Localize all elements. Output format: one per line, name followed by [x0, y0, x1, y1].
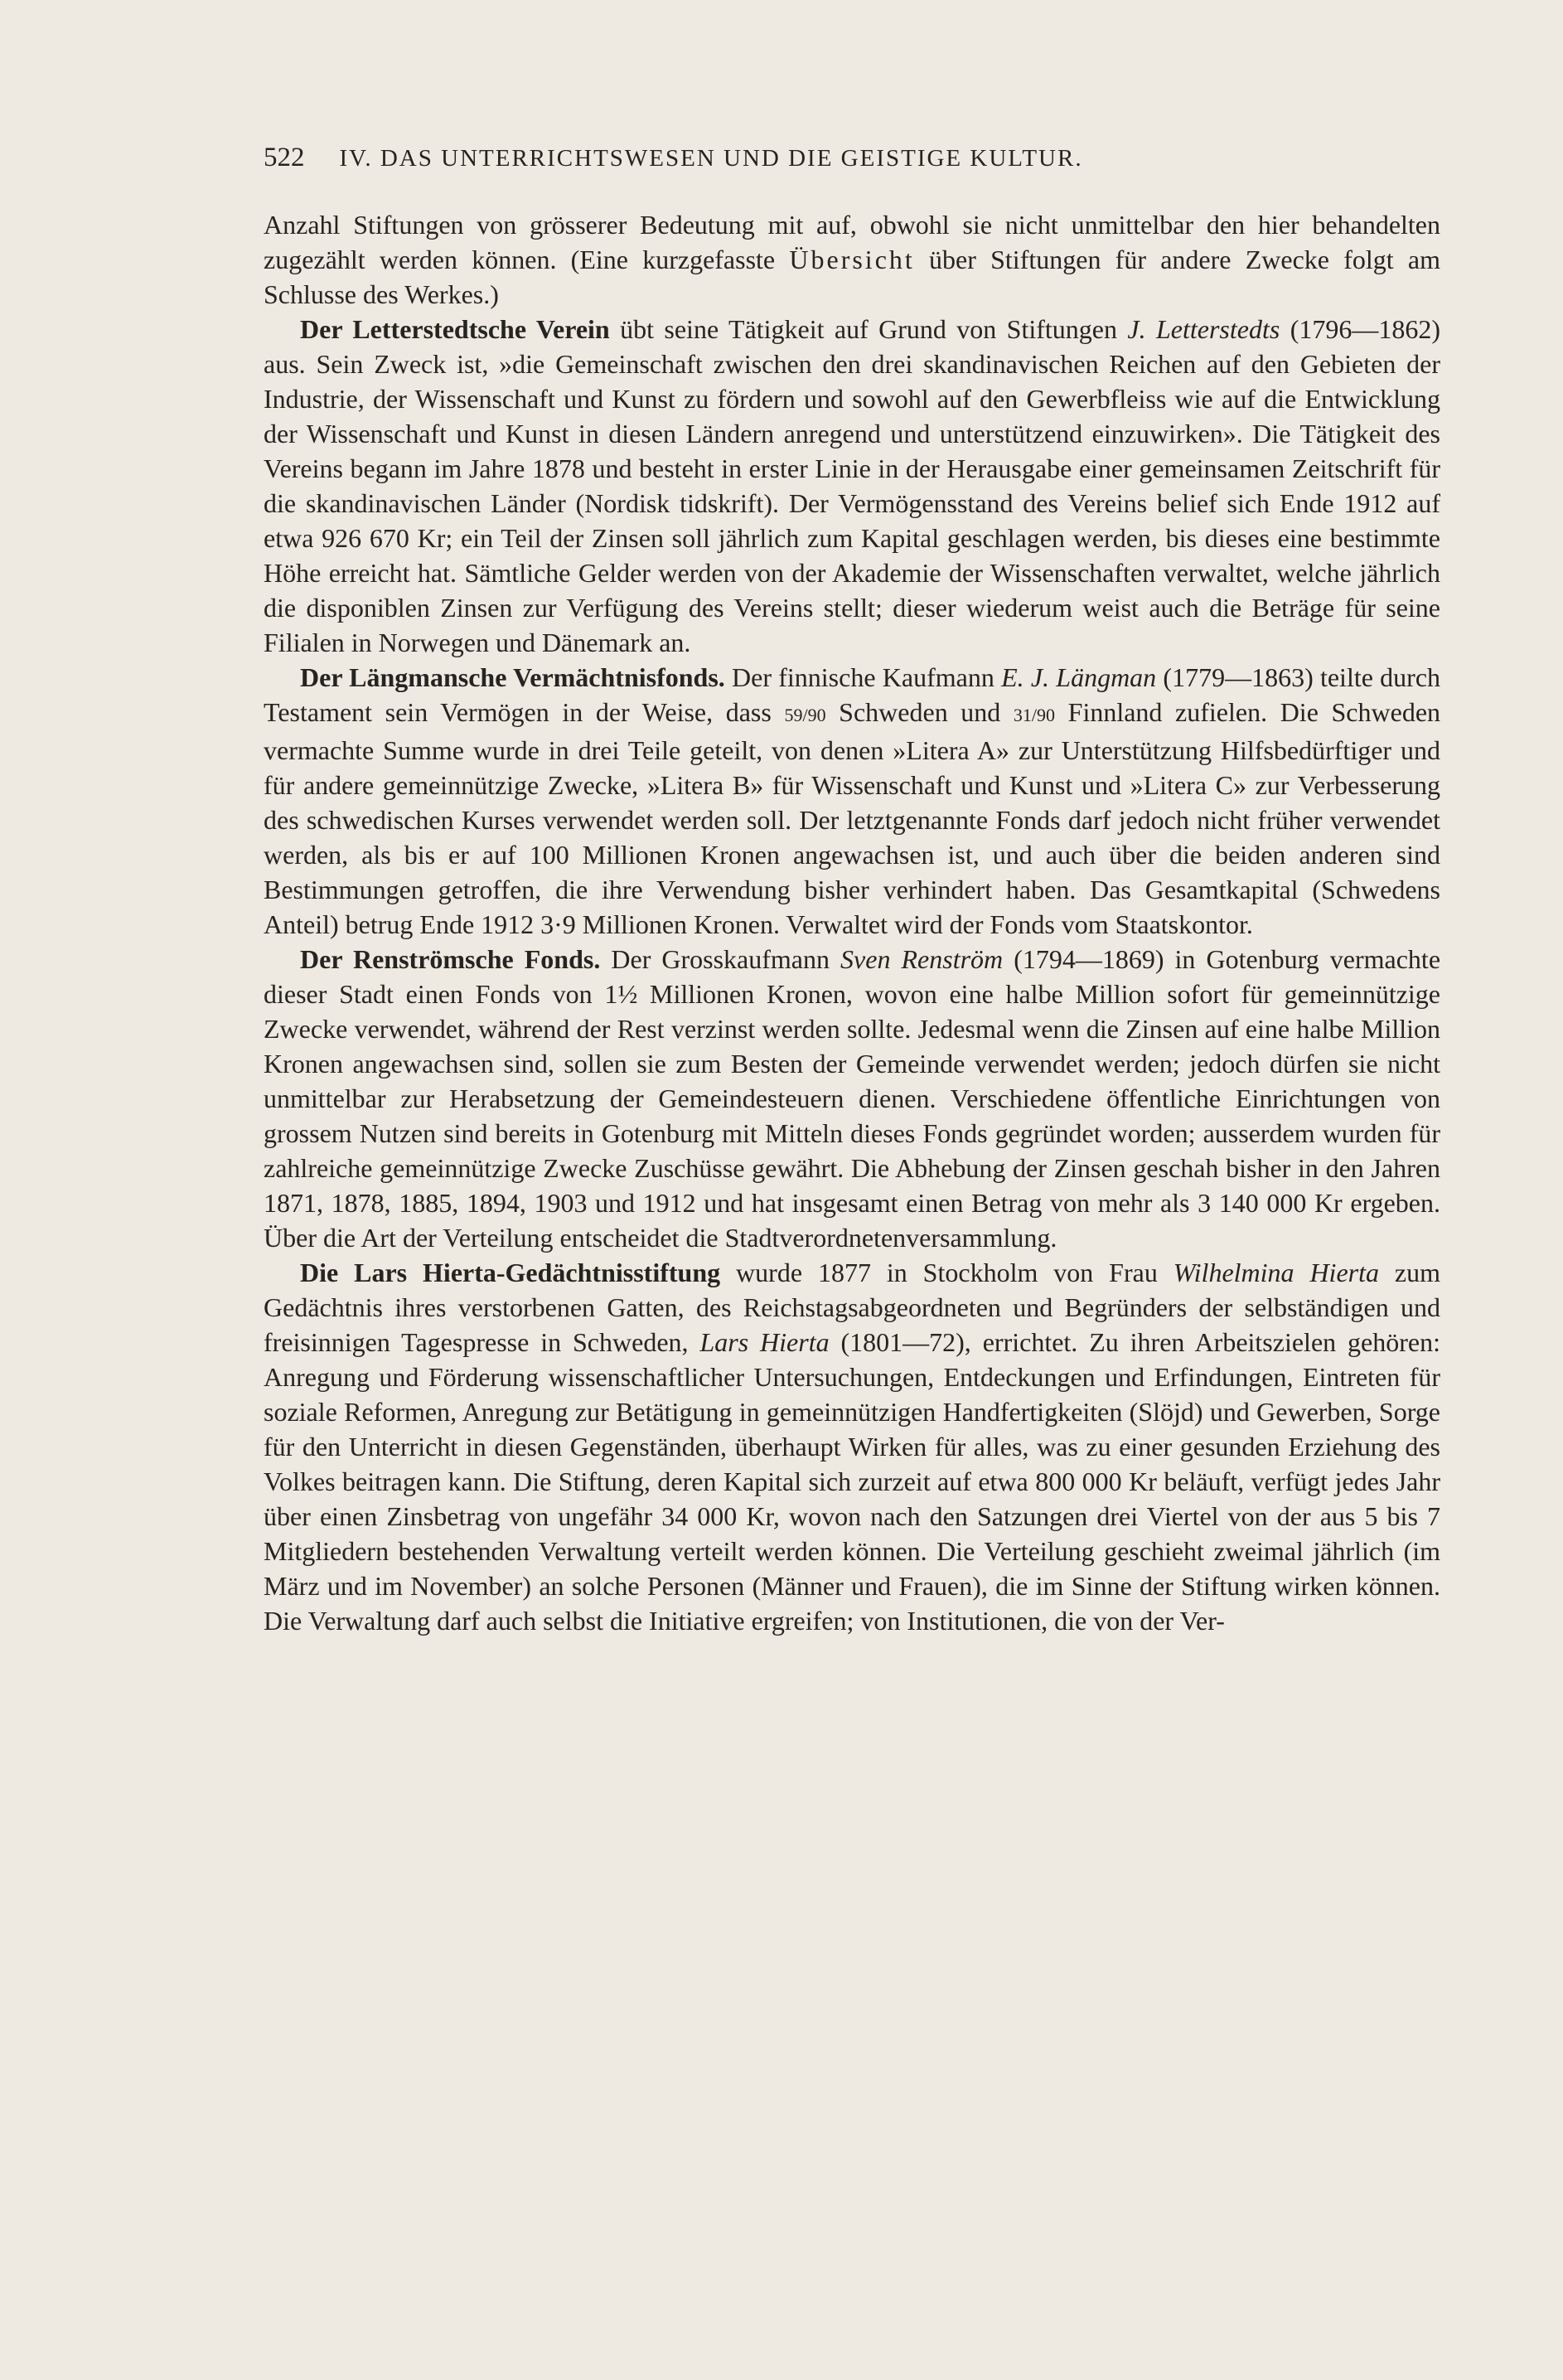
person-name: Wilhelmina Hierta: [1173, 1258, 1379, 1287]
fraction: 1½: [604, 979, 638, 1009]
paragraph-hierta: Die Lars Hierta-Gedächtnisstiftung wurde 1877 in Stockholm von Frau Wilhelmina Hierta zum Gedächtnis ihres verstorbenen Gatten, des Reichstagsabgeordneten und Begründers der selbständigen und freisinnigen Tagespresse in Schweden, Lars Hierta (1801—72), errichtet. Zu ihren Arbeitszielen gehören: Anregung und Förderung wissenschaftlicher Untersuchungen, Entdeckungen und Erfindungen, Eintreten für soziale Reformen, Anregung zur Betätigung in gemeinnützigen Handfertigkeiten (Slöjd) und Gewerben, Sorge für den Unterricht in diesen Gegenständen, überhaupt Wirken für alles, was zu einer gesunden Erziehung des Volkes beitragen kann. Die Stiftung, deren Kapital sich zurzeit auf etwa 800 000 Kr beläuft, verfügt jedes Jahr über einen Zinsbetrag von ungefähr 34 000 Kr, wovon nach den Satzungen drei Viertel von der aus 5 bis 7 Mitgliedern bestehenden Verwaltung verteilt werden können. Die Verteilung geschieht zweimal jährlich (im März und im November) an solche Personen (Männer und Frauen), die im Sinne der Stiftung wirken können. Die Verwaltung darf auch selbst die Initiative ergreifen; von Institutionen, die von der Ver-: [264, 1258, 1441, 1636]
spaced-term: Übersicht: [789, 245, 915, 274]
section-heading: Der Renströmsche Fonds.: [300, 944, 601, 974]
body-text: [264, 207, 1440, 1638]
paragraph-letterstedt: Der Letterstedtsche Verein übt seine Tätigkeit auf Grund von Stiftungen J. Letterstedts (1796—1862) aus. Sein Zweck ist, »die Gemeinschaft zwischen den drei skandinavischen Reichen auf den Gebieten der Industrie, der Wissenschaft und Kunst zu fördern und sowohl auf den Gewerbfleiss wie auf die Entwicklung der Wissenschaft und Kunst in diesen Ländern anregend und unterstützend einzuwirken». Die Tätigkeit des Vereins begann im Jahre 1878 und besteht in erster Linie in der Herausgabe einer gemeinsamen Zeitschrift für die skandinavischen Länder (Nordisk tidskrift). Der Vermögensstand des Vereins belief sich Ende 1912 auf etwa 926 670 Kr; ein Teil der Zinsen soll jährlich zum Kapital geschlagen werden, bis dieses eine bestimmte Höhe erreicht hat. Sämtliche Gelder werden von der Akademie der Wissenschaften verwaltet, welche jährlich die disponiblen Zinsen zur Verfügung des Vereins stellt; dieser wiederum weist auch die Beträge für seine Filialen in Norwegen und Dänemark an.: [264, 314, 1440, 657]
section-heading: Die Lars Hierta-Gedächtnisstiftung: [300, 1258, 721, 1287]
person-name: E. J. Längman: [1001, 662, 1157, 692]
page-number: 522: [264, 143, 305, 172]
person-name: Lars Hierta: [699, 1327, 830, 1357]
running-title: IV. DAS UNTERRICHTSWESEN UND DIE GEISTIGE KULTUR.: [339, 145, 1083, 172]
section-heading: Der Letterstedtsche Verein: [300, 314, 610, 344]
paragraph-renstrom: Der Renströmsche Fonds. Der Grosskaufmann Sven Renström (1794—1869) in Gotenburg vermachte dieser Stadt einen Fonds von 1½ Millionen Kronen, wovon eine halbe Million sofort für gemeinnützige Zwecke verwendet, während der Rest verzinst werden sollte. Jedesmal wenn die Zinsen auf eine halbe Million Kronen angewachsen sind, sollen sie zum Besten der Gemeinde verwendet werden; jedoch dürfen sie nicht unmittelbar zur Herabsetzung der Gemeindesteuern dienen. Verschiedene öffentliche Einrichtungen von grossem Nutzen sind bereits in Gotenburg mit Mitteln dieses Fonds gegründet worden; ausserdem wurden für zahlreiche gemeinnützige Zwecke Zuschüsse gewährt. Die Abhebung der Zinsen geschah bisher in den Jahren 1871, 1878, 1885, 1894, 1903 und 1912 und hat insgesamt einen Betrag von mehr als 3 140 000 Kr ergeben. Über die Art der Verteilung entscheidet die Stadtverordnetenversammlung.: [264, 944, 1441, 1253]
person-name: J. Letterstedts: [1127, 314, 1280, 344]
section-heading: Der Längmansche Vermächtnisfonds.: [300, 662, 725, 692]
paragraph-langman: Der Längmansche Vermächtnisfonds. Der finnische Kaufmann E. J. Längman (1779—1863) teilte durch Testament sein Vermögen in der Weise, dass 59/90 Schweden und 31/90 Finnland zufielen. Die Schweden vermachte Summe wurde in drei Teile geteilt, von denen »Litera A» zur Unterstützung Hilfsbedürftiger und für andere gemeinnützige Zwecke, »Litera B» für Wissenschaft und Kunst und »Litera C» zur Verbesserung des schwedischen Kurses verwendet werden soll. Der letztgenannte Fonds darf jedoch nicht früher verwendet werden, als bis er auf 100 Millionen Kronen angewachsen ist, und auch über die beiden anderen sind Bestimmungen getroffen, die ihre Verwendung bisher verhindert haben. Das Gesamtkapital (Schwedens Anteil) betrug Ende 1912 3·9 Millionen Kronen. Verwaltet wird der Fonds vom Staatskontor.: [264, 662, 1441, 939]
fraction: 31/90: [1013, 705, 1056, 725]
fraction: 59/90: [784, 705, 826, 725]
page-header: [264, 143, 1440, 173]
paragraph-intro: Anzahl Stiftungen von grösserer Bedeutung mit auf, obwohl sie nicht unmittelbar den hier behandelten zugezählt werden können. (Eine kurzgefasste Übersicht über Stiftungen für andere Zwecke folgt am Schlusse des Werkes.): [264, 210, 1441, 309]
person-name: Sven Renström: [840, 944, 1004, 974]
